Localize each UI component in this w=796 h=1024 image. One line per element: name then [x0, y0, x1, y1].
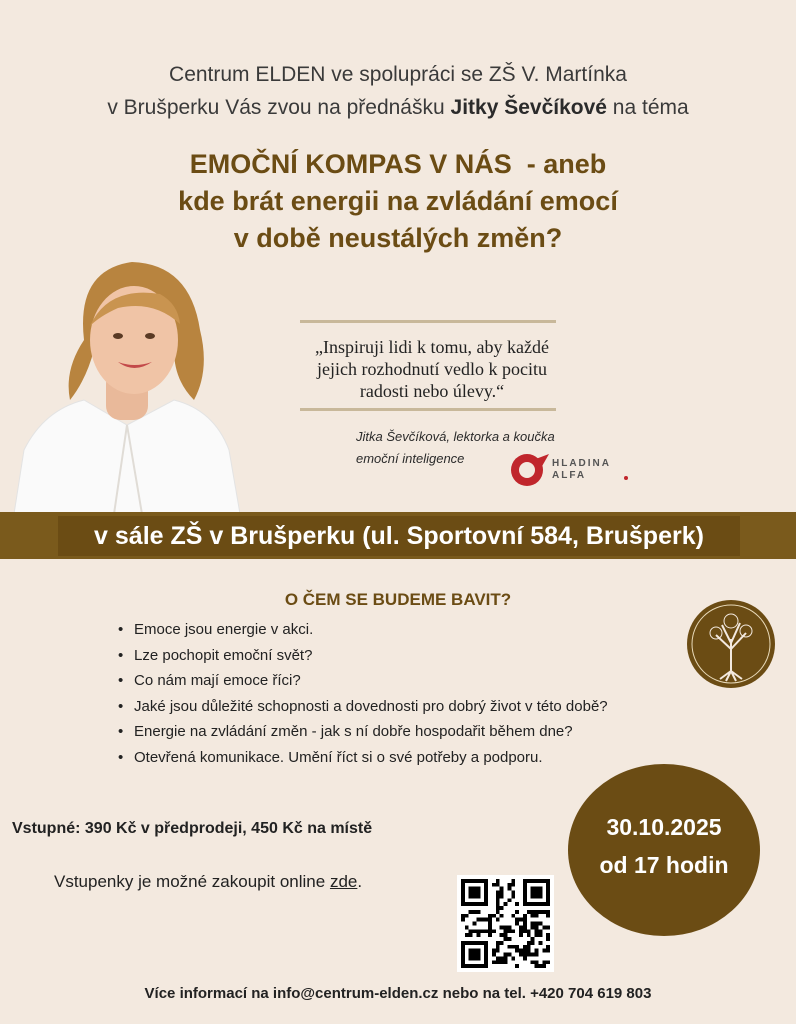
quote-line-3: radosti nebo úlevy.“ — [359, 381, 505, 401]
author-line-1: Jitka Ševčíková, lektorka a koučka — [356, 429, 555, 444]
quote-text — [282, 336, 582, 402]
qr-code-icon[interactable] — [457, 875, 554, 972]
intro-text — [0, 58, 796, 124]
intro-line-2 — [0, 91, 796, 124]
tickets-text: Vstupenky je možné zakoupit online — [54, 872, 330, 891]
title-line-1: EMOČNÍ KOMPAS V NÁS - aneb — [189, 149, 607, 179]
quote-divider-top — [300, 320, 556, 323]
topic-item: • Otevřená komunikace. Umění říct si o své potřeby a podporu. — [114, 745, 608, 771]
topic-item: • Lze pochopit emoční svět? — [114, 643, 608, 669]
intro-line-1: Centrum ELDEN ve spolupráci se ZŠ V. Martínka — [169, 63, 627, 86]
tickets-online — [54, 872, 362, 892]
alfa-word: ALFA — [552, 470, 587, 481]
topic-item: • Co nám mají emoce říci? — [114, 668, 608, 694]
intro-line-2-end: na téma — [606, 96, 689, 119]
tickets-suffix: . — [357, 872, 363, 891]
venue-text: v sále ZŠ v Brušperku (ul. Sportovní 584, Brušperk) — [58, 516, 740, 556]
topics-heading: O ČEM SE BUDEME BAVIT? — [284, 590, 512, 609]
quote-divider-bottom — [300, 408, 556, 411]
title-line-3: v době neustálých změn? — [233, 223, 563, 253]
quote-line-1: „Inspiruji lidi k tomu, aby každé — [315, 337, 549, 357]
event-time: od 17 hodin — [599, 852, 729, 878]
speaker-photo — [14, 250, 240, 514]
admission-price: Vstupné: 390 Kč v předprodeji, 450 Kč na místě — [12, 820, 373, 837]
topics-list — [114, 617, 608, 771]
author-line-2: emoční inteligence — [356, 451, 465, 466]
topic-item: • Emoce jsou energie v akci. — [114, 617, 608, 643]
tickets-link[interactable]: zde — [329, 872, 358, 891]
intro-line-2-start: v Brušperku Vás zvou na přednášku — [107, 96, 451, 119]
speaker-name: Jitky Ševčíkové — [450, 96, 607, 119]
contact-footer: Více informací na info@centrum-elden.cz nebo na tel. +420 704 619 803 — [144, 985, 652, 1002]
elden-tree-logo — [686, 599, 776, 689]
topic-item: • Energie na zvládání změn - jak s ní dobře hospodařit během dne? — [114, 719, 608, 745]
lecture-title — [0, 146, 796, 257]
hladina-word: HLADINA — [552, 458, 611, 469]
event-date: 30.10.2025 — [606, 814, 722, 840]
hladina-alfa-wordmark — [552, 458, 611, 482]
topic-item: • Jaké jsou důležité schopnosti a dovednosti pro dobrý život v této době? — [114, 694, 608, 720]
event-date-badge — [568, 764, 760, 936]
quote-line-2: jejich rozhodnutí vedlo k pocitu — [317, 359, 547, 379]
title-line-2: kde brát energii na zvládání emocí — [178, 186, 618, 216]
